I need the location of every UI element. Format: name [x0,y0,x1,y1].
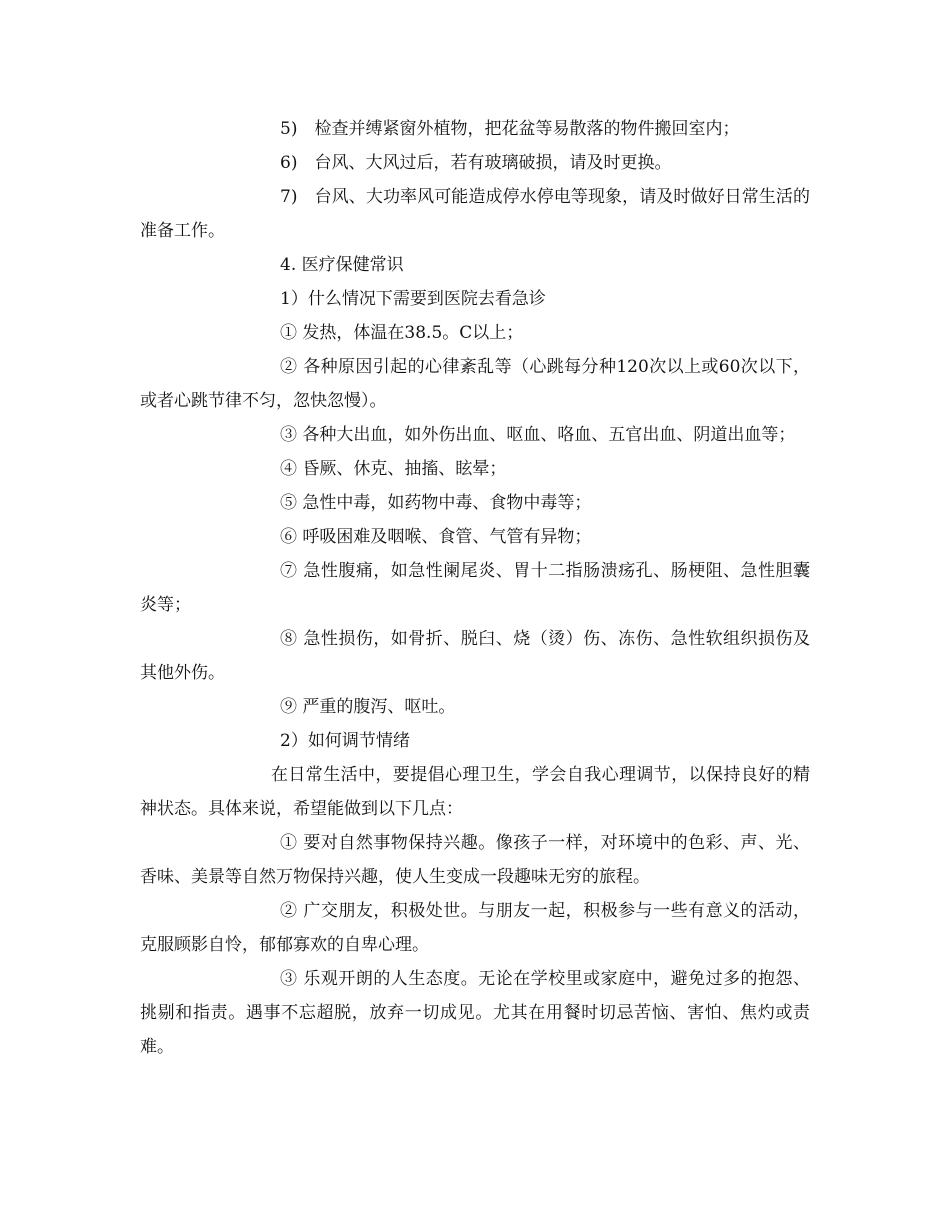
paragraph-storm-item-6: 6) 台风、大风过后，若有玻璃破损，请及时更换。 [280,153,672,173]
emotions-item-2: ② 广交朋友，积极处世。与朋友一起，积极参与一些有意义的活动，克服顾影自怜，郁郁寡欢的自卑心理。 [140,901,810,955]
paragraph-storm-item-5: 5) 检查并缚紧窗外植物，把花盆等易散落的物件搬回室内； [280,119,740,139]
emotions-item-1: ① 要对自然事物保持兴趣。像孩子一样，对环境中的色彩、声、光、香味、美景等自然万物保持兴趣，使人生变成一段趣味无穷的旅程。 [140,833,810,887]
emergency-item-7: ⑦ 急性腹痛，如急性阑尾炎、胃十二指肠溃疡孔、肠梗阻、急性胆囊炎等； [140,561,810,615]
emergency-item-2: ② 各种原因引起的心律紊乱等（心跳每分种120次以上或60次以下，或者心跳节律不匀，忽快忽慢）。 [140,357,810,411]
emergency-item-5: ⑤ 急性中毒，如药物中毒、食物中毒等； [280,493,592,513]
emotions-item-3: ③ 乐观开朗的人生态度。无论在学校里或家庭中，避免过多的抱怨、挑剔和指责。遇事不忘超脱，放弃一切成见。尤其在用餐时切忌苦恼、害怕、焦灼或责难。 [140,969,810,1057]
document-body [140,112,810,1064]
subheading-emergency: 1）什么情况下需要到医院去看急诊 [280,289,546,309]
emergency-item-8: ⑧ 急性损伤，如骨折、脱臼、烧（烫）伤、冻伤、急性软组织损伤及其他外伤。 [140,629,810,683]
subheading-emotions: 2）如何调节情绪 [280,731,410,751]
emergency-item-1: ① 发热，体温在38.5。C以上； [280,323,524,343]
emotions-intro-paragraph: 在日常生活中，要提倡心理卫生，学会自我心理调节，以保持良好的精神状态。具体来说，希望能做到以下几点： [140,765,810,819]
emergency-item-4: ④ 昏厥、休克、抽搐、眩晕； [280,459,507,479]
section-heading-medical: 4. 医疗保健常识 [280,255,404,275]
emergency-item-3: ③ 各种大出血，如外伤出血、呕血、咯血、五官出血、阴道出血等； [280,425,796,445]
emergency-item-9: ⑨ 严重的腹泻、呕吐。 [280,697,456,717]
emergency-item-6: ⑥ 呼吸困难及咽喉、食管、气管有异物； [280,527,592,547]
paragraph-storm-item-7: 7) 台风、大功率风可能造成停水停电等现象，请及时做好日常生活的准备工作。 [140,187,810,241]
